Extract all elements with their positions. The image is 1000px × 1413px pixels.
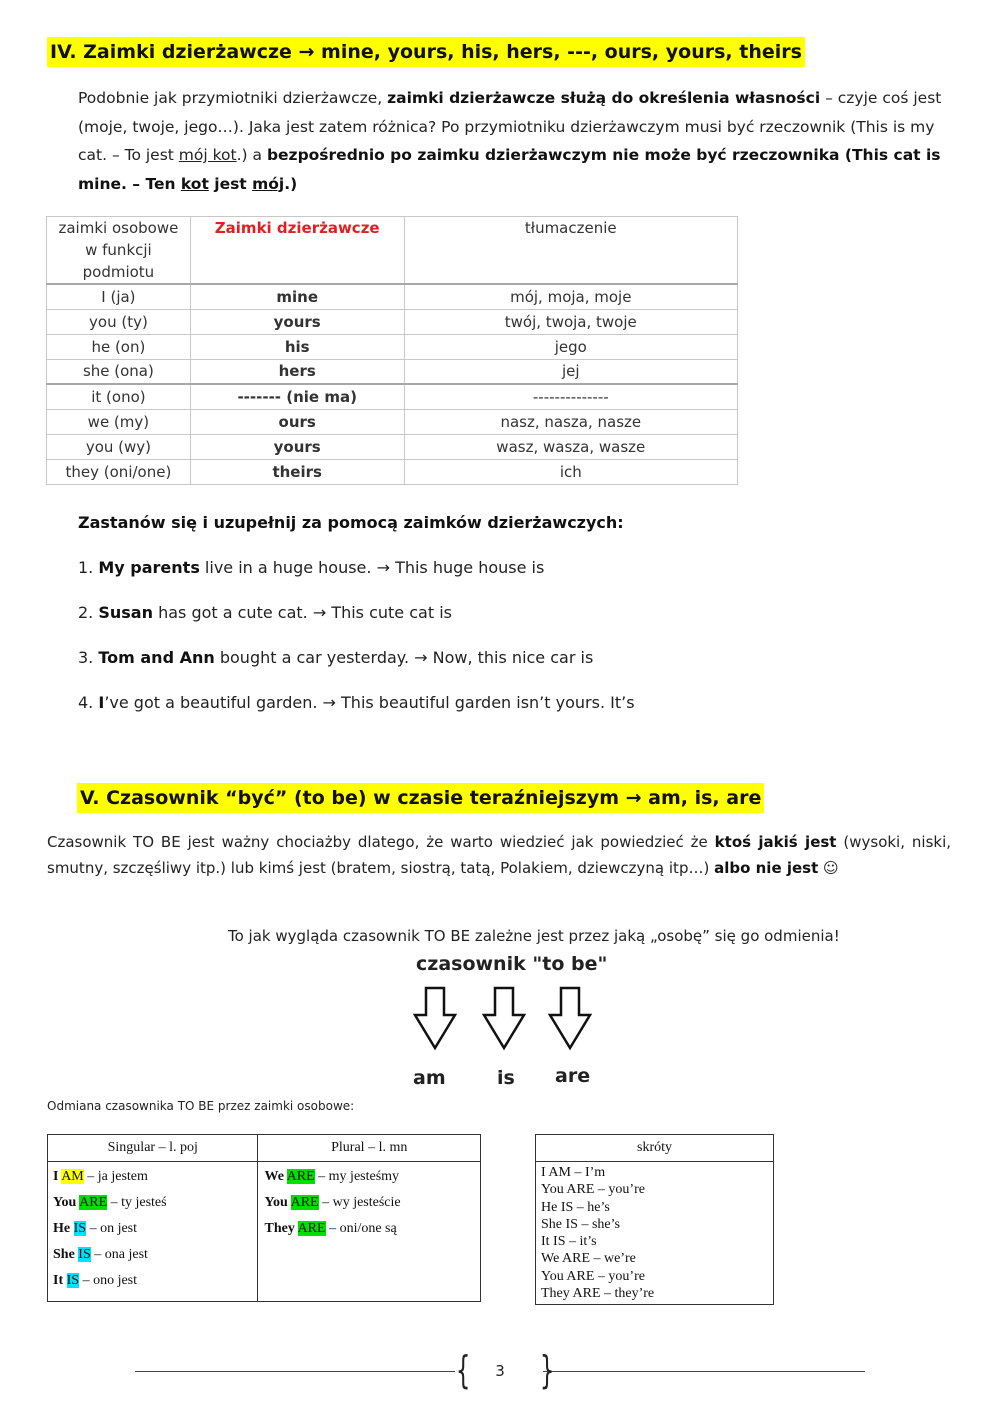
conjugation-header-row bbox=[48, 1135, 481, 1162]
plural-column bbox=[258, 1162, 481, 1302]
intro-text: Podobnie jak przymiotniki dzierżawcze, bbox=[78, 89, 388, 107]
item-text: live in a huge house. → This huge house is bbox=[199, 558, 545, 577]
cell-possessive: yours bbox=[190, 309, 404, 334]
exercise-item-1 bbox=[78, 558, 544, 577]
section-5-heading: V. Czasownik “być” (to be) w czasie teraźniejszym → am, is, are bbox=[77, 783, 764, 813]
right-brace-icon: } bbox=[539, 1348, 555, 1392]
pronoun: They bbox=[264, 1221, 295, 1236]
translation: – ona jest bbox=[90, 1247, 148, 1262]
conjugation-body-row bbox=[48, 1162, 481, 1302]
cell-translation: wasz, wasza, wasze bbox=[404, 434, 737, 459]
pronoun: You bbox=[264, 1195, 288, 1210]
list-item: She IS – she’s bbox=[541, 1216, 620, 1232]
intro-bold: zaimki dzierżawcze służą do określenia własności bbox=[387, 89, 821, 107]
table-row bbox=[47, 434, 738, 459]
verb-form: ARE bbox=[79, 1195, 108, 1210]
intro-bold: bezpośrednio po zaimku dzierżawczym nie może być rzeczownika (This cat is mine. – Ten bbox=[78, 146, 941, 193]
intro-bold: jest bbox=[208, 174, 253, 193]
list-item: I AM – I’m bbox=[541, 1165, 606, 1180]
pronoun: I bbox=[53, 1169, 59, 1184]
list-item: He IS – he’s bbox=[541, 1199, 610, 1215]
translation: – on jest bbox=[86, 1221, 138, 1236]
header-possessive: Zaimki dzierżawcze bbox=[190, 217, 404, 285]
translation: – ono jest bbox=[79, 1273, 138, 1288]
to-be-note: To jak wygląda czasownik TO BE zależne jest przez jaką „osobę” się go odmienia! bbox=[228, 927, 840, 945]
verb-form: AM bbox=[61, 1169, 84, 1184]
cell-possessive: ours bbox=[190, 409, 404, 434]
pronoun: She bbox=[53, 1247, 75, 1262]
table-row bbox=[47, 459, 738, 484]
item-number: 3. bbox=[78, 648, 99, 667]
cell-translation: mój, moja, moje bbox=[404, 284, 737, 309]
table-row bbox=[47, 284, 738, 309]
cell-translation: ich bbox=[404, 459, 737, 484]
cell-translation: -------------- bbox=[404, 384, 737, 409]
cell-translation: nasz, nasza, nasze bbox=[404, 409, 737, 434]
cell-personal: you (ty) bbox=[47, 309, 191, 334]
plural-header: Plural – l. mn bbox=[258, 1135, 481, 1162]
item-text: has got a cute cat. → This cute cat is bbox=[152, 603, 452, 622]
item-subject: I bbox=[98, 693, 105, 712]
section-5-intro bbox=[47, 829, 951, 881]
down-arrow-icon bbox=[550, 988, 590, 1048]
intro-bold: albo nie jest bbox=[714, 859, 819, 877]
cell-possessive: theirs bbox=[190, 459, 404, 484]
verb-form: ARE bbox=[290, 1195, 319, 1210]
left-brace-icon: { bbox=[455, 1348, 471, 1392]
table-header-row bbox=[47, 217, 738, 285]
verb-form: IS bbox=[66, 1273, 80, 1288]
down-arrow-icon bbox=[484, 988, 524, 1048]
contractions-body-row bbox=[536, 1162, 774, 1305]
list-item: They ARE – they’re bbox=[541, 1286, 655, 1302]
verb-form: IS bbox=[78, 1247, 91, 1262]
list-item: You ARE – you’re bbox=[541, 1182, 645, 1198]
list-item bbox=[264, 1164, 474, 1190]
cell-personal: I (ja) bbox=[47, 284, 191, 309]
item-subject: Susan bbox=[98, 603, 153, 622]
intro-underline: mój kot bbox=[178, 146, 237, 164]
list-item bbox=[264, 1216, 474, 1242]
translation: – ja jestem bbox=[83, 1169, 148, 1184]
footer-rule-left bbox=[135, 1371, 455, 1372]
item-subject: My parents bbox=[98, 558, 200, 577]
intro-text: .) a bbox=[236, 146, 267, 164]
item-text: bought a car yesterday. → Now, this nice car is bbox=[214, 648, 594, 667]
conjugation-caption: Odmiana czasownika TO BE przez zaimki osobowe: bbox=[47, 1099, 355, 1113]
form-am: am bbox=[413, 1067, 446, 1089]
form-are: are bbox=[555, 1065, 591, 1087]
page-number: 3 bbox=[495, 1362, 505, 1380]
header-translation: tłumaczenie bbox=[404, 217, 737, 285]
list-item bbox=[53, 1190, 252, 1216]
list-item: We ARE – we’re bbox=[541, 1251, 636, 1267]
pronoun: He bbox=[53, 1221, 71, 1236]
translation: – oni/one są bbox=[325, 1221, 397, 1236]
translation: – my jesteśmy bbox=[314, 1169, 400, 1184]
intro-bold-underline: mój bbox=[252, 174, 285, 193]
list-item bbox=[53, 1242, 252, 1268]
pronoun: It bbox=[53, 1273, 64, 1288]
pronoun: You bbox=[53, 1195, 77, 1210]
table-row bbox=[47, 409, 738, 434]
to-be-conjugation-table bbox=[47, 1134, 481, 1302]
cell-personal: we (my) bbox=[47, 409, 191, 434]
item-number: 4. bbox=[78, 693, 99, 712]
list-item bbox=[53, 1164, 252, 1190]
possessive-pronoun-table bbox=[46, 216, 738, 485]
translation: – wy jesteście bbox=[318, 1195, 401, 1210]
table-row bbox=[47, 359, 738, 384]
exercise-title: Zastanów się i uzupełnij za pomocą zaimków dzierżawczych: bbox=[78, 513, 624, 532]
form-is: is bbox=[497, 1067, 515, 1089]
intro-bold: ktoś jakiś jest bbox=[714, 833, 837, 851]
verb-form: ARE bbox=[297, 1221, 326, 1236]
list-item bbox=[53, 1268, 252, 1294]
item-number: 2. bbox=[78, 603, 99, 622]
verb-form: IS bbox=[73, 1221, 87, 1236]
singular-column bbox=[48, 1162, 258, 1302]
section-4-heading: IV. Zaimki dzierżawcze → mine, yours, his, hers, ---, ours, yours, theirs bbox=[47, 37, 805, 67]
cell-possessive: mine bbox=[190, 284, 404, 309]
cell-translation: jego bbox=[404, 334, 737, 359]
down-arrow-icon bbox=[415, 988, 455, 1048]
list-item bbox=[264, 1190, 474, 1216]
footer-rule-right bbox=[543, 1371, 865, 1372]
section-4-intro bbox=[78, 84, 950, 198]
table-row bbox=[47, 309, 738, 334]
diagram-title: czasownik "to be" bbox=[416, 953, 608, 975]
smiley-icon: ☺ bbox=[818, 859, 839, 877]
contractions-column bbox=[536, 1162, 774, 1305]
cell-personal: it (ono) bbox=[47, 384, 191, 409]
intro-text: Czasownik TO BE jest ważny chociażby dlatego, że warto wiedzieć jak powiedzieć że bbox=[47, 833, 715, 851]
intro-bold-underline: kot bbox=[180, 174, 209, 193]
item-subject: Tom and Ann bbox=[98, 648, 215, 667]
exercise-item-4 bbox=[78, 693, 635, 712]
table-row bbox=[47, 384, 738, 409]
cell-translation: jej bbox=[404, 359, 737, 384]
contractions-header-row bbox=[536, 1135, 774, 1162]
list-item: It IS – it’s bbox=[541, 1234, 597, 1250]
intro-bold: .) bbox=[284, 174, 298, 193]
table-row bbox=[47, 334, 738, 359]
singular-header: Singular – l. poj bbox=[48, 1135, 258, 1162]
cell-personal: he (on) bbox=[47, 334, 191, 359]
down-arrows-diagram bbox=[412, 985, 592, 1053]
cell-possessive: hers bbox=[190, 359, 404, 384]
cell-personal: she (ona) bbox=[47, 359, 191, 384]
cell-personal: you (wy) bbox=[47, 434, 191, 459]
list-item: You ARE – you’re bbox=[541, 1268, 645, 1284]
header-personal: zaimki osobowe w funkcji podmiotu bbox=[47, 217, 191, 285]
verb-form: ARE bbox=[286, 1169, 315, 1184]
cell-translation: twój, twoja, twoje bbox=[404, 309, 737, 334]
translation: – ty jesteś bbox=[107, 1195, 167, 1210]
cell-personal: they (oni/one) bbox=[47, 459, 191, 484]
item-number: 1. bbox=[78, 558, 99, 577]
exercise-item-3 bbox=[78, 648, 593, 667]
contractions-table bbox=[535, 1134, 774, 1305]
list-item bbox=[53, 1216, 252, 1242]
intro-text: – czyje coś jest (moje, twoje, jego…). Jaka jest zatem różnica? Po przymiotniku dzierżawczym musi być rzeczownik (This is my cat. – To jest bbox=[78, 89, 942, 164]
pronoun: We bbox=[264, 1169, 284, 1184]
cell-possessive: ------- (nie ma) bbox=[190, 384, 404, 409]
cell-possessive: his bbox=[190, 334, 404, 359]
contractions-header: skróty bbox=[536, 1135, 774, 1162]
intro-text: (wysoki, niski, smutny, szczęśliwy itp.) lub kimś jest (bratem, siostrą, tatą, Polakiem, dziewczyną itp…) bbox=[47, 833, 952, 877]
exercise-item-2 bbox=[78, 603, 452, 622]
item-text: ’ve got a beautiful garden. → This beautiful garden isn’t yours. It’s bbox=[104, 693, 635, 712]
cell-possessive: yours bbox=[190, 434, 404, 459]
